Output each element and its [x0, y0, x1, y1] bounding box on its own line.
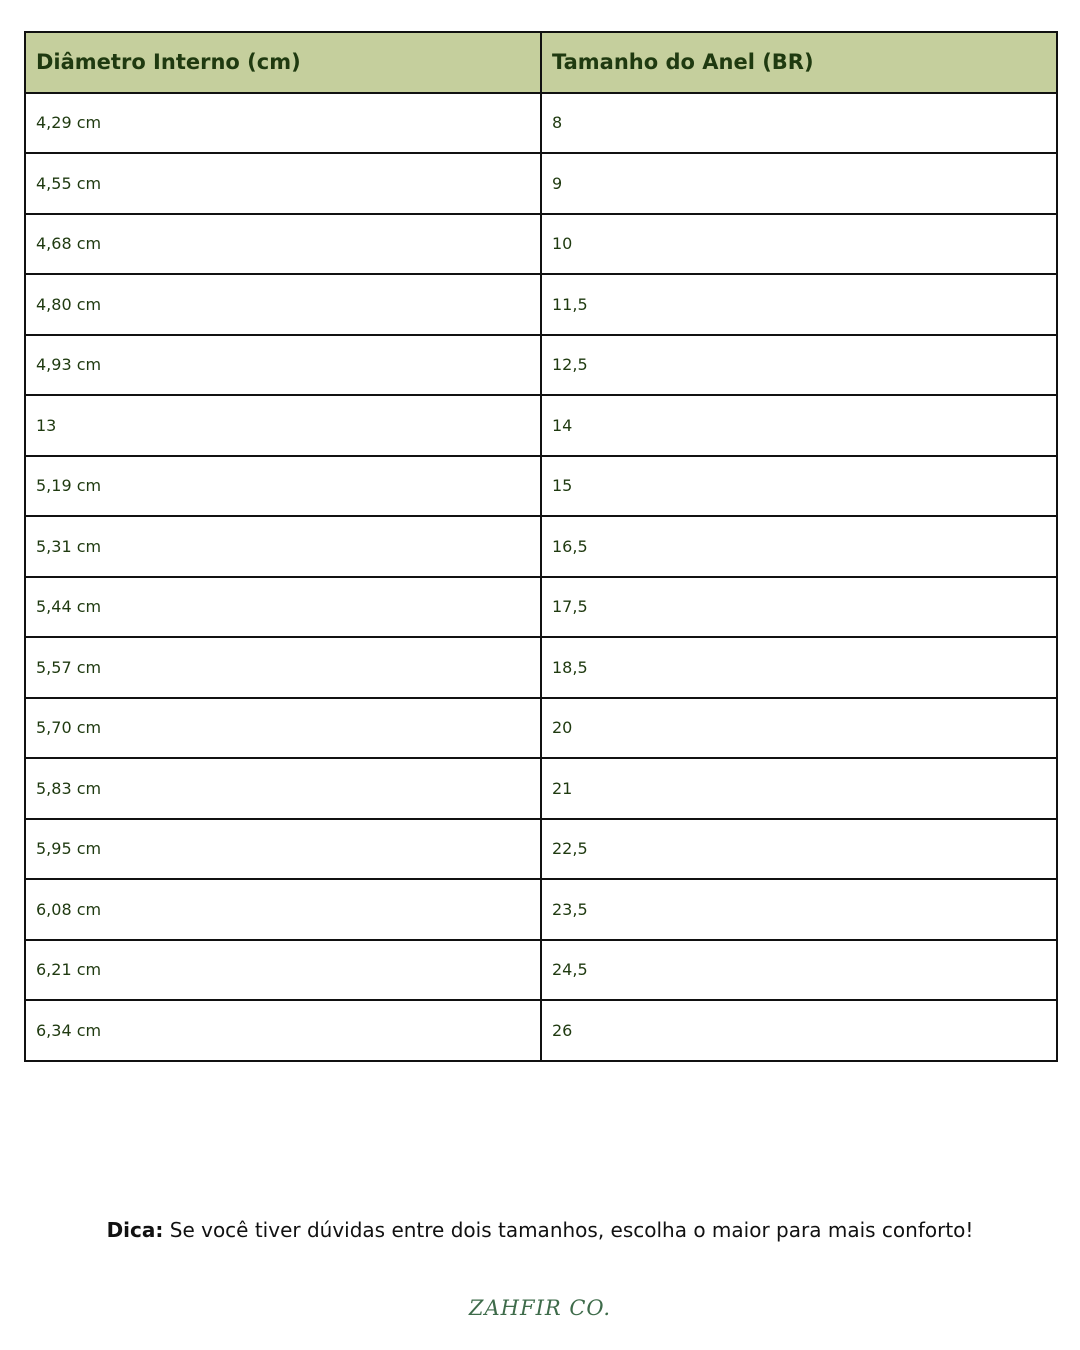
- cell-ring-size: 8: [541, 93, 1057, 154]
- tip-label: Dica:: [106, 1218, 164, 1242]
- table-row: [25, 637, 1057, 698]
- cell-ring-size: 14: [541, 395, 1057, 456]
- table-row: [25, 93, 1057, 154]
- table-row: [25, 1000, 1057, 1061]
- table-header-row: [25, 32, 1057, 93]
- table-row: [25, 335, 1057, 396]
- table-row: [25, 940, 1057, 1001]
- cell-ring-size: 16,5: [541, 516, 1057, 577]
- header-inner-diameter: Diâmetro Interno (cm): [25, 32, 541, 93]
- cell-inner-diameter: 6,08 cm: [25, 879, 541, 940]
- cell-ring-size: 24,5: [541, 940, 1057, 1001]
- cell-ring-size: 26: [541, 1000, 1057, 1061]
- cell-inner-diameter: 4,68 cm: [25, 214, 541, 275]
- table-row: [25, 879, 1057, 940]
- cell-ring-size: 9: [541, 153, 1057, 214]
- cell-ring-size: 20: [541, 698, 1057, 759]
- cell-inner-diameter: 5,31 cm: [25, 516, 541, 577]
- cell-ring-size: 17,5: [541, 577, 1057, 638]
- cell-inner-diameter: 5,19 cm: [25, 456, 541, 517]
- cell-inner-diameter: 5,70 cm: [25, 698, 541, 759]
- cell-inner-diameter: 4,80 cm: [25, 274, 541, 335]
- table-row: [25, 758, 1057, 819]
- cell-inner-diameter: 4,29 cm: [25, 93, 541, 154]
- table-row: [25, 214, 1057, 275]
- ring-size-table: [24, 31, 1058, 1062]
- table-row: [25, 516, 1057, 577]
- cell-inner-diameter: 6,21 cm: [25, 940, 541, 1001]
- cell-ring-size: 21: [541, 758, 1057, 819]
- cell-inner-diameter: 5,95 cm: [25, 819, 541, 880]
- table-row: [25, 395, 1057, 456]
- cell-inner-diameter: 13: [25, 395, 541, 456]
- cell-ring-size: 22,5: [541, 819, 1057, 880]
- table-row: [25, 577, 1057, 638]
- cell-ring-size: 23,5: [541, 879, 1057, 940]
- cell-inner-diameter: 4,93 cm: [25, 335, 541, 396]
- brand-logo: ZAHFIR CO.: [468, 1296, 612, 1320]
- table-row: [25, 456, 1057, 517]
- cell-ring-size: 10: [541, 214, 1057, 275]
- table-row: [25, 274, 1057, 335]
- cell-ring-size: 12,5: [541, 335, 1057, 396]
- cell-inner-diameter: 6,34 cm: [25, 1000, 541, 1061]
- cell-inner-diameter: 5,57 cm: [25, 637, 541, 698]
- tip-body: Se você tiver dúvidas entre dois tamanhos, escolha o maior para mais conforto!: [163, 1218, 974, 1242]
- table-row: [25, 819, 1057, 880]
- header-ring-size: Tamanho do Anel (BR): [541, 32, 1057, 93]
- cell-ring-size: 15: [541, 456, 1057, 517]
- cell-ring-size: 18,5: [541, 637, 1057, 698]
- table-row: [25, 153, 1057, 214]
- cell-ring-size: 11,5: [541, 274, 1057, 335]
- tip-text: [0, 1218, 1080, 1242]
- cell-inner-diameter: 5,44 cm: [25, 577, 541, 638]
- table-body: [25, 93, 1057, 1061]
- cell-inner-diameter: 5,83 cm: [25, 758, 541, 819]
- table-row: [25, 698, 1057, 759]
- cell-inner-diameter: 4,55 cm: [25, 153, 541, 214]
